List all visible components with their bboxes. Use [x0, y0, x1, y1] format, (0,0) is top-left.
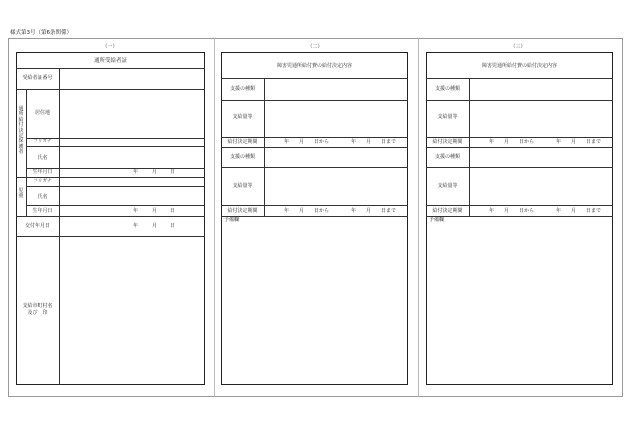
divider — [221, 147, 408, 148]
child-dob-day: 日 — [170, 208, 176, 214]
divider — [16, 89, 205, 90]
divider — [16, 236, 205, 237]
municipality-label: 支給市町村名 及び 印 — [22, 303, 53, 316]
name-label: 氏名 — [37, 155, 48, 161]
cert-number-label: 受給者証番号 — [22, 75, 53, 81]
issue-year: 年 — [133, 223, 139, 229]
dob-day: 日 — [170, 169, 176, 175]
period-label: 給付決定期間 — [432, 139, 463, 145]
form-number: 様式第3号（第6条関係） — [10, 30, 72, 36]
divider — [426, 147, 613, 148]
divider — [426, 78, 613, 79]
issue-date-label: 交付年月日 — [24, 223, 50, 229]
period-to: 年 月 日まで — [351, 139, 397, 145]
period-to: 年 月 日まで — [556, 139, 602, 145]
dob-label: 生年月日 — [32, 169, 53, 175]
divider — [426, 205, 613, 206]
remarks-label: 予備欄 — [224, 217, 240, 223]
period-from: 年 月 日から — [489, 208, 535, 214]
divider — [221, 78, 408, 79]
child-dob-year: 年 — [133, 208, 139, 214]
dob-year: 年 — [133, 169, 139, 175]
divider — [26, 205, 205, 206]
issue-day: 日 — [170, 223, 176, 229]
divider — [221, 137, 408, 138]
period-label: 給付決定期間 — [432, 208, 463, 214]
period-from: 年 月 日から — [284, 139, 330, 145]
child-group-label: 児童 — [18, 188, 24, 200]
fold-line-2 — [418, 38, 419, 397]
section-number-one: （一） — [102, 44, 118, 50]
service-type-label: 支援の種類 — [229, 86, 255, 92]
child-furigana-label: フリガナ — [33, 179, 52, 184]
divider — [16, 68, 205, 69]
section-number-two: （二） — [307, 44, 323, 50]
guardian-group-label: 通所給付決定保護者 — [18, 106, 24, 156]
amount-label: 支給量等 — [437, 114, 458, 120]
issue-month: 月 — [152, 223, 158, 229]
divider — [16, 216, 205, 217]
amount-label: 支給量等 — [437, 183, 458, 189]
divider — [426, 216, 613, 217]
child-name-label: 氏名 — [37, 194, 48, 200]
divider — [426, 100, 613, 101]
label-column-border — [59, 68, 60, 385]
panel-decision-2-title: 障害児通所給付費の給付決定内容 — [276, 63, 352, 69]
panel-decision-3 — [426, 52, 613, 385]
divider — [26, 146, 205, 147]
dob-month: 月 — [152, 169, 158, 175]
divider — [221, 205, 408, 206]
service-type-label: 支援の種類 — [229, 154, 255, 160]
panel-certificate — [16, 52, 205, 385]
divider — [16, 177, 205, 178]
divider — [426, 137, 613, 138]
divider — [221, 100, 408, 101]
divider — [221, 216, 408, 217]
period-from: 年 月 日から — [489, 139, 535, 145]
fold-line-1 — [214, 38, 215, 397]
period-from: 年 月 日から — [284, 208, 330, 214]
panel-decision-3-title: 障害児通所給付費の給付決定内容 — [481, 63, 557, 69]
remarks-label: 予備欄 — [429, 217, 445, 223]
service-type-label: 支援の種類 — [434, 86, 460, 92]
section-number-three: （三） — [510, 44, 526, 50]
divider — [26, 186, 205, 187]
amount-label: 支給量等 — [232, 183, 253, 189]
period-label: 給付決定期間 — [227, 208, 258, 214]
address-label: 居住地 — [34, 110, 50, 116]
furigana-label: フリガナ — [33, 139, 52, 144]
divider — [221, 167, 408, 168]
period-to: 年 月 日まで — [351, 208, 397, 214]
child-dob-month: 月 — [152, 208, 158, 214]
service-type-label: 支援の種類 — [434, 154, 460, 160]
divider — [426, 167, 613, 168]
period-label: 給付決定期間 — [227, 139, 258, 145]
amount-label: 支給量等 — [232, 114, 253, 120]
period-to: 年 月 日まで — [556, 208, 602, 214]
panel-decision-2 — [221, 52, 408, 385]
panel-certificate-title: 通所受給者証 — [93, 58, 127, 64]
child-dob-label: 生年月日 — [32, 208, 53, 214]
